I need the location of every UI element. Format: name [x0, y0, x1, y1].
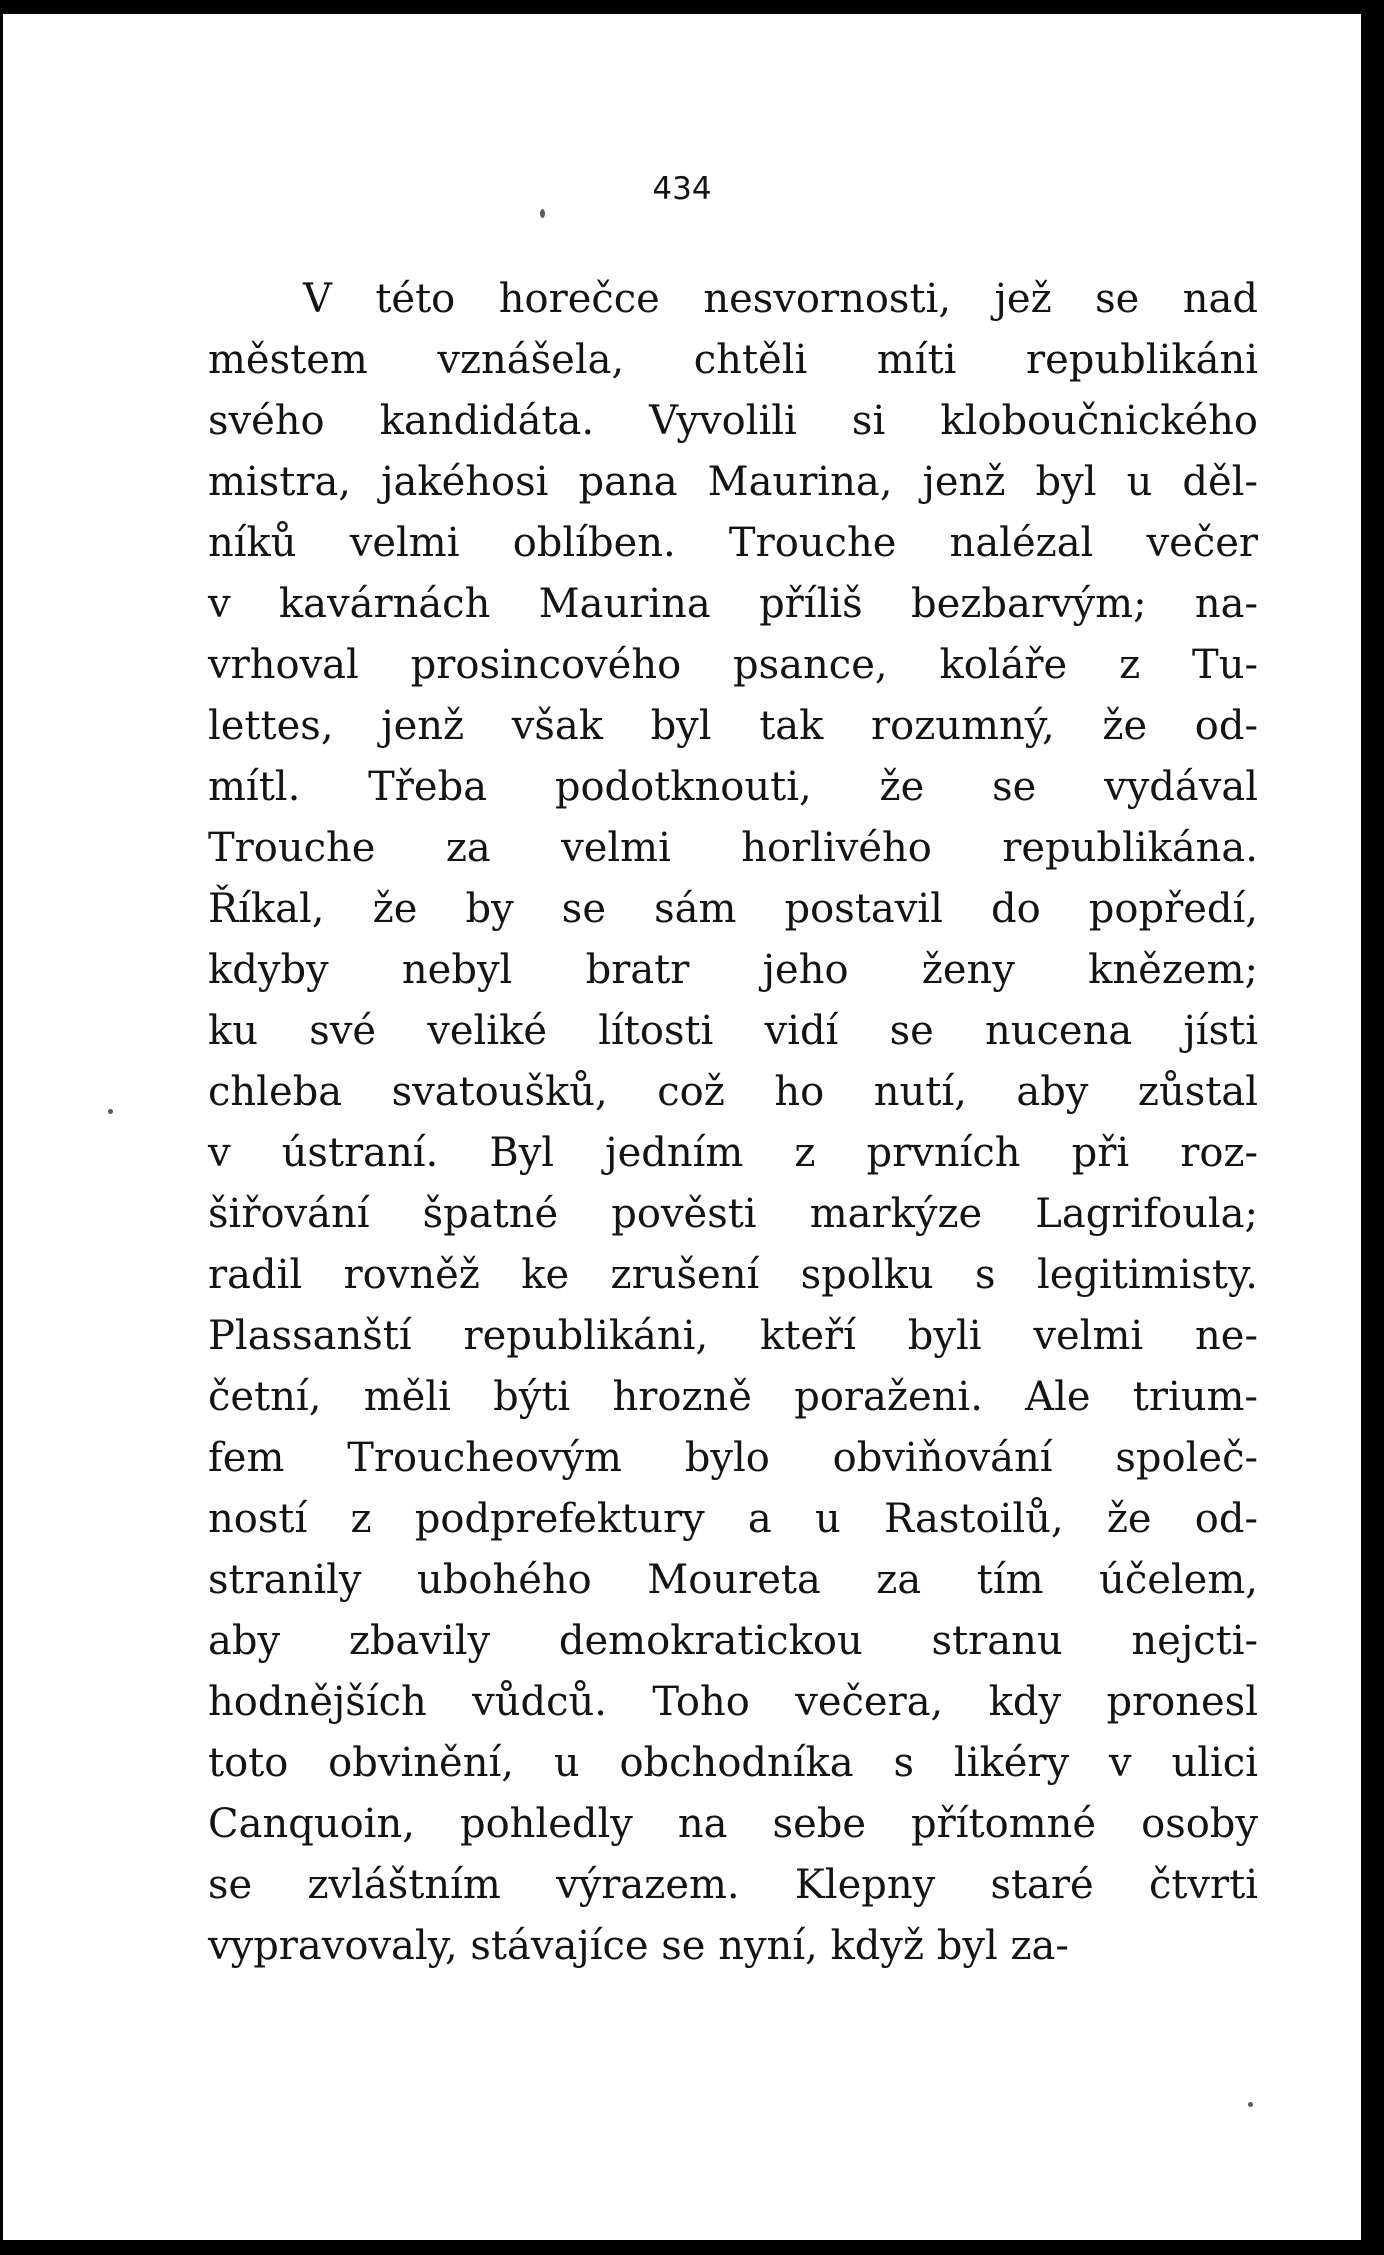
text-line: Trouche za velmi horlivého republikána. [208, 825, 1258, 871]
text-line: radil rovněž ke zrušení spolku s legitimisty. [208, 1252, 1258, 1298]
text-line: V této horečce nesvornosti, jež se nad [303, 276, 1258, 322]
text-line: ností z podprefektury a u Rastoilů, že od- [208, 1496, 1258, 1542]
text-line: stranily ubohého Moureta za tím účelem, [208, 1557, 1258, 1603]
text-line: mistra, jakéhosi pana Maurina, jenž byl u děl- [208, 459, 1258, 505]
text-line: Plassanští republikáni, kteří byli velmi ne- [208, 1313, 1258, 1359]
text-line: městem vznášela, chtěli míti republikáni [208, 337, 1258, 383]
text-line: lettes, jenž však byl tak rozumný, že od- [208, 703, 1258, 749]
body-text [208, 269, 1258, 1977]
text-line: v ústraní. Byl jedním z prvních při roz- [208, 1130, 1258, 1176]
text-line: svého kandidáta. Vyvolili si kloboučnického [208, 398, 1258, 444]
text-line: hodnějších vůdců. Toho večera, kdy pronesl [208, 1679, 1258, 1725]
text-line: aby zbavily demokratickou stranu nejcti- [208, 1618, 1258, 1664]
print-speck [1248, 2102, 1253, 2107]
print-speck [108, 1109, 113, 1114]
text-line: mítl. Třeba podotknouti, že se vydával [208, 764, 1258, 810]
text-line: Říkal, že by se sám postavil do popředí, [208, 886, 1258, 932]
text-line: ku své veliké lítosti vidí se nucena jísti [208, 1008, 1258, 1054]
book-page [3, 14, 1361, 2240]
text-line: četní, měli býti hrozně poraženi. Ale trium- [208, 1374, 1258, 1420]
text-line: vypravovaly, stávajíce se nyní, když byl za- [208, 1923, 1069, 1969]
text-line: fem Troucheovým bylo obviňování společ- [208, 1435, 1258, 1481]
text-line: toto obvinění, u obchodníka s likéry v ulici [208, 1740, 1258, 1786]
text-line: v kavárnách Maurina příliš bezbarvým; na- [208, 581, 1258, 627]
print-speck [540, 209, 545, 218]
text-line: chleba svatoušků, což ho nutí, aby zůstal [208, 1069, 1258, 1115]
text-line: níků velmi oblíben. Trouche nalézal večer [208, 520, 1258, 566]
text-line: kdyby nebyl bratr jeho ženy knězem; [208, 947, 1258, 993]
page-number: 434 [652, 171, 712, 207]
text-line: se zvláštním výrazem. Klepny staré čtvrti [208, 1862, 1258, 1908]
text-line: vrhoval prosincového psance, koláře z Tu- [208, 642, 1258, 688]
text-line: Canquoin, pohledly na sebe přítomné osoby [208, 1801, 1258, 1847]
text-line: šiřování špatné pověsti markýze Lagrifoula; [208, 1191, 1258, 1237]
